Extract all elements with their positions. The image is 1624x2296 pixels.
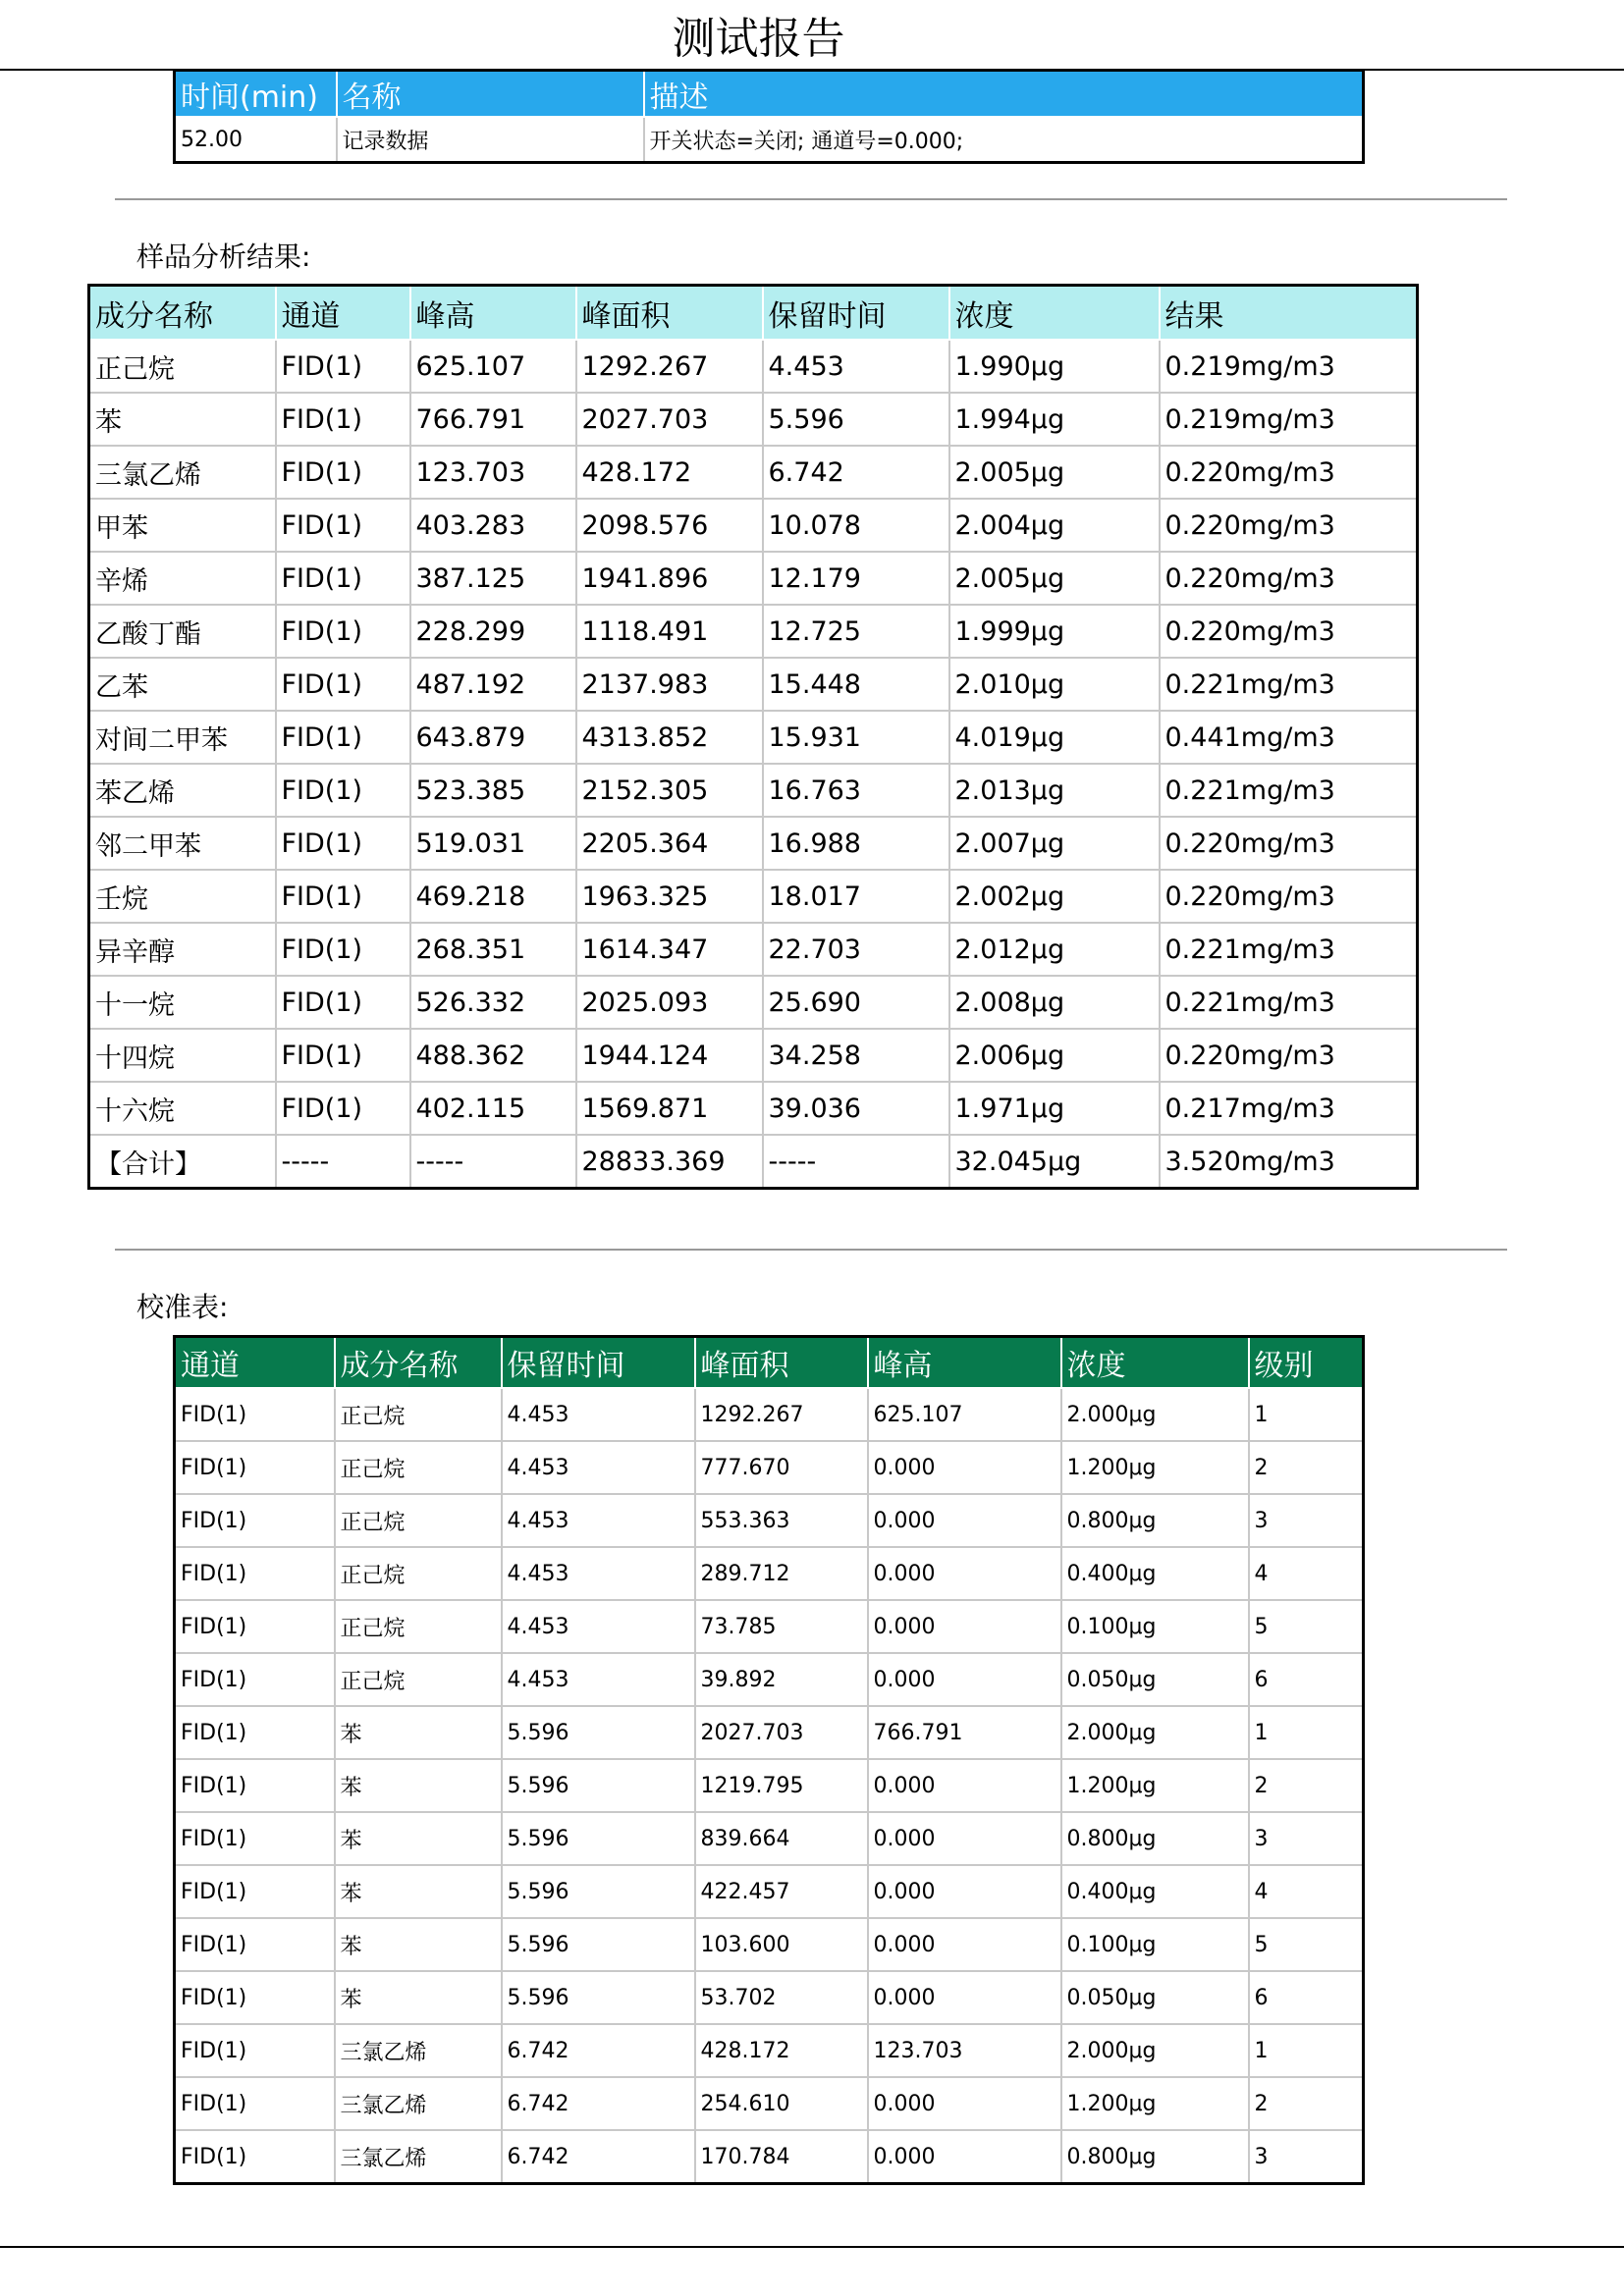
table-row [175,1759,1364,1812]
table-cell: 170.784 [695,2130,868,2184]
table-cell: 正己烷 [89,340,276,393]
table-cell: 39.036 [763,1082,949,1135]
table-cell: 2 [1249,1441,1364,1494]
table-cell: 5.596 [502,1759,695,1812]
column-header: 峰高 [410,286,576,341]
table-cell: 519.031 [410,817,576,870]
table-cell: FID(1) [276,764,410,817]
table-cell: 苯 [335,1812,502,1865]
table-row [175,1547,1364,1600]
table-cell: 839.664 [695,1812,868,1865]
table-cell: 甲苯 [89,499,276,552]
table-cell: ----- [276,1135,410,1189]
table-cell: 0.221mg/m3 [1160,923,1418,976]
table-cell: 1.971μg [949,1082,1160,1135]
table-cell: 2152.305 [576,764,763,817]
table-cell: 32.045μg [949,1135,1160,1189]
table-cell: 0.220mg/m3 [1160,605,1418,658]
table-cell: 428.172 [695,2024,868,2077]
table-cell: 0.000 [868,1759,1061,1812]
table-cell: 6.742 [502,2130,695,2184]
column-header: 浓度 [949,286,1160,341]
table-cell: 0.000 [868,1653,1061,1706]
table-cell: FID(1) [175,1706,335,1759]
table-cell: 2.000μg [1061,2024,1249,2077]
page-title: 测试报告 [672,14,845,64]
table-cell: 5.596 [502,1971,695,2024]
table-cell: 5 [1249,1918,1364,1971]
table-cell: 4.453 [502,1600,695,1653]
table-cell: FID(1) [175,2024,335,2077]
table-row [89,499,1418,552]
table-cell: 28833.369 [576,1135,763,1189]
table-cell: FID(1) [175,1600,335,1653]
column-header: 浓度 [1061,1337,1249,1389]
table-cell: 6.742 [763,446,949,499]
table-cell: 2.002μg [949,870,1160,923]
table-header-row [89,286,1418,341]
table-cell: 123.703 [868,2024,1061,2077]
table-cell: FID(1) [276,711,410,764]
table-cell: 苯 [335,1918,502,1971]
table-cell: 0.050μg [1061,1653,1249,1706]
table-cell: 526.332 [410,976,576,1029]
table-cell: 0.800μg [1061,1812,1249,1865]
table-cell: 123.703 [410,446,576,499]
table-cell: 1944.124 [576,1029,763,1082]
column-header: 通道 [175,1337,335,1389]
table-cell: 1.999μg [949,605,1160,658]
table-cell: 5.596 [763,393,949,446]
table-cell: 苯 [335,1759,502,1812]
table-cell: 0.800μg [1061,1494,1249,1547]
table-cell: 0.221mg/m3 [1160,976,1418,1029]
table-row [175,2130,1364,2184]
table-header-row [175,71,1364,118]
table-cell: 1.200μg [1061,2077,1249,2130]
table-cell: 正己烷 [335,1653,502,1706]
table-cell: 5.596 [502,1706,695,1759]
table-cell: 268.351 [410,923,576,976]
column-header: 成分名称 [89,286,276,341]
table-cell: FID(1) [276,976,410,1029]
table-cell: 0.000 [868,1600,1061,1653]
column-header: 峰面积 [695,1337,868,1389]
table-row [175,1653,1364,1706]
table-cell: 1.200μg [1061,1759,1249,1812]
table-cell: 2.000μg [1061,1706,1249,1759]
table-cell: 对间二甲苯 [89,711,276,764]
section-divider [115,1249,1507,1251]
table-cell: 0.000 [868,2130,1061,2184]
table-cell: 523.385 [410,764,576,817]
table-cell: 开关状态=关闭; 通道号=0.000; [644,117,1364,163]
table-row [89,870,1418,923]
table-cell: 2 [1249,1759,1364,1812]
table-row [89,605,1418,658]
table-cell: 34.258 [763,1029,949,1082]
table-row [89,446,1418,499]
table-cell: 4.453 [763,340,949,393]
table-cell: 苯 [335,1706,502,1759]
table-row [89,817,1418,870]
table-cell: 5.596 [502,1918,695,1971]
table-cell: 0.220mg/m3 [1160,817,1418,870]
table-cell: 辛烯 [89,552,276,605]
table-row [175,1388,1364,1441]
table-cell: 6 [1249,1653,1364,1706]
table-cell: 6.742 [502,2024,695,2077]
table-cell: 4313.852 [576,711,763,764]
table-cell: 1569.871 [576,1082,763,1135]
table-cell: 22.703 [763,923,949,976]
table-row [175,117,1364,163]
table-cell: 0.221mg/m3 [1160,658,1418,711]
table-cell: 625.107 [868,1388,1061,1441]
table-cell: 4.453 [502,1494,695,1547]
table-cell: 2.005μg [949,446,1160,499]
table-cell: 2027.703 [695,1706,868,1759]
table-cell: 5 [1249,1600,1364,1653]
table-cell: 487.192 [410,658,576,711]
table-row [89,1082,1418,1135]
table-cell: FID(1) [276,1029,410,1082]
table-cell: 正己烷 [335,1547,502,1600]
table-cell: 三氯乙烯 [89,446,276,499]
table-cell: FID(1) [276,340,410,393]
table-cell: 1614.347 [576,923,763,976]
footer-rule [0,2246,1624,2248]
table-cell: 苯 [335,1971,502,2024]
table-cell: FID(1) [175,1494,335,1547]
column-header: 保留时间 [763,286,949,341]
table-cell: 0.220mg/m3 [1160,870,1418,923]
table-cell: 1 [1249,2024,1364,2077]
table-cell: 254.610 [695,2077,868,2130]
table-header-row [175,1337,1364,1389]
table-cell: 25.690 [763,976,949,1029]
table-cell: FID(1) [276,817,410,870]
column-header: 峰高 [868,1337,1061,1389]
table-cell: 5.596 [502,1865,695,1918]
table-cell: 16.763 [763,764,949,817]
table-cell: FID(1) [276,499,410,552]
column-header: 峰面积 [576,286,763,341]
table-cell: 52.00 [175,117,337,163]
table-cell: 0.441mg/m3 [1160,711,1418,764]
table-row [175,1812,1364,1865]
table-cell: 2098.576 [576,499,763,552]
table-cell: 1 [1249,1706,1364,1759]
column-header: 结果 [1160,286,1418,341]
table-cell: 0.000 [868,1918,1061,1971]
table-cell: FID(1) [276,923,410,976]
table-cell: FID(1) [276,446,410,499]
table-cell: 2027.703 [576,393,763,446]
table-cell: 0.221mg/m3 [1160,764,1418,817]
table-cell: 十一烷 [89,976,276,1029]
table-cell: 1963.325 [576,870,763,923]
table-cell: 3 [1249,1812,1364,1865]
table-cell: 428.172 [576,446,763,499]
table-cell: 4.453 [502,1547,695,1600]
table-row [175,1706,1364,1759]
table-cell: 4.019μg [949,711,1160,764]
table-cell: 1941.896 [576,552,763,605]
table-cell: 0.220mg/m3 [1160,1029,1418,1082]
table-cell: 0.220mg/m3 [1160,499,1418,552]
table-cell: 766.791 [868,1706,1061,1759]
table-cell: 0.220mg/m3 [1160,552,1418,605]
table-cell: 0.050μg [1061,1971,1249,2024]
column-header: 名称 [337,71,644,118]
table-cell: 0.217mg/m3 [1160,1082,1418,1135]
table-row [89,1029,1418,1082]
table-cell: 766.791 [410,393,576,446]
table-row [89,764,1418,817]
section-divider [115,198,1507,200]
table-cell: 0.000 [868,1971,1061,2024]
table-cell: 1 [1249,1388,1364,1441]
table-cell: 6.742 [502,2077,695,2130]
column-header: 时间(min) [175,71,337,118]
table-cell: 正己烷 [335,1388,502,1441]
table-cell: 2.013μg [949,764,1160,817]
event-log-table [173,69,1365,164]
table-cell: FID(1) [276,658,410,711]
column-header: 级别 [1249,1337,1364,1389]
table-row [89,658,1418,711]
table-cell: 15.448 [763,658,949,711]
table-cell: FID(1) [276,1082,410,1135]
table-cell: FID(1) [175,2130,335,2184]
table-row [89,976,1418,1029]
sample-results-table [87,284,1419,1190]
table-row [89,552,1418,605]
table-cell: FID(1) [175,1759,335,1812]
table-cell: 苯 [89,393,276,446]
column-header: 描述 [644,71,1364,118]
table-cell: 488.362 [410,1029,576,1082]
calibration-table [173,1335,1365,2185]
table-cell: 403.283 [410,499,576,552]
table-cell: 643.879 [410,711,576,764]
table-cell: ----- [763,1135,949,1189]
table-cell: 469.218 [410,870,576,923]
table-cell: 15.931 [763,711,949,764]
table-cell: FID(1) [276,552,410,605]
table-cell: 0.000 [868,1441,1061,1494]
column-header: 通道 [276,286,410,341]
table-row [89,711,1418,764]
table-cell: 3.520mg/m3 [1160,1135,1418,1189]
table-row [175,1441,1364,1494]
table-cell: FID(1) [175,1388,335,1441]
table-row [89,340,1418,393]
column-header: 成分名称 [335,1337,502,1389]
table-row [175,1494,1364,1547]
table-cell: 289.712 [695,1547,868,1600]
table-cell: 553.363 [695,1494,868,1547]
table-cell: 2.012μg [949,923,1160,976]
table-cell: 0.400μg [1061,1547,1249,1600]
table-row [89,1135,1418,1189]
table-cell: 乙酸丁酯 [89,605,276,658]
table-cell: 402.115 [410,1082,576,1135]
table-cell: 4 [1249,1865,1364,1918]
table-row [175,1865,1364,1918]
table-cell: 10.078 [763,499,949,552]
column-header: 保留时间 [502,1337,695,1389]
table-cell: 0.220mg/m3 [1160,446,1418,499]
table-cell: 103.600 [695,1918,868,1971]
table-cell: 2.005μg [949,552,1160,605]
table-cell: 39.892 [695,1653,868,1706]
table-cell: 0.219mg/m3 [1160,393,1418,446]
table-cell: 18.017 [763,870,949,923]
table-cell: 422.457 [695,1865,868,1918]
table-cell: FID(1) [276,605,410,658]
table-cell: ----- [410,1135,576,1189]
table-cell: FID(1) [175,2077,335,2130]
table-cell: 【合计】 [89,1135,276,1189]
table-cell: 壬烷 [89,870,276,923]
table-cell: 1118.491 [576,605,763,658]
table-row [175,1918,1364,1971]
table-cell: 苯乙烯 [89,764,276,817]
table-cell: 1292.267 [695,1388,868,1441]
table-cell: 2.004μg [949,499,1160,552]
table-cell: 2.007μg [949,817,1160,870]
table-cell: 0.000 [868,2077,1061,2130]
results-section-label: 样品分析结果: [136,240,311,273]
table-cell: FID(1) [175,1441,335,1494]
table-cell: 12.179 [763,552,949,605]
table-cell: 2 [1249,2077,1364,2130]
calibration-section-label: 校准表: [136,1291,229,1323]
table-cell: 正己烷 [335,1600,502,1653]
table-cell: 16.988 [763,817,949,870]
table-cell: 1.994μg [949,393,1160,446]
table-cell: 1292.267 [576,340,763,393]
table-row [175,2077,1364,2130]
table-cell: 2025.093 [576,976,763,1029]
table-cell: 十四烷 [89,1029,276,1082]
table-cell: 228.299 [410,605,576,658]
table-cell: 2.010μg [949,658,1160,711]
table-cell: 0.400μg [1061,1865,1249,1918]
table-cell: 1.200μg [1061,1441,1249,1494]
table-cell: 2137.983 [576,658,763,711]
table-cell: 0.100μg [1061,1600,1249,1653]
table-cell: 53.702 [695,1971,868,2024]
table-cell: 625.107 [410,340,576,393]
table-cell: 3 [1249,1494,1364,1547]
table-cell: FID(1) [276,870,410,923]
table-row [175,1971,1364,2024]
table-cell: 3 [1249,2130,1364,2184]
table-row [175,1600,1364,1653]
table-cell: 乙苯 [89,658,276,711]
table-cell: 387.125 [410,552,576,605]
table-cell: 三氯乙烯 [335,2077,502,2130]
table-cell: FID(1) [175,1971,335,2024]
table-cell: FID(1) [175,1547,335,1600]
table-cell: 0.000 [868,1494,1061,1547]
table-cell: 1219.795 [695,1759,868,1812]
table-cell: 777.670 [695,1441,868,1494]
table-cell: 1.990μg [949,340,1160,393]
table-cell: 12.725 [763,605,949,658]
table-cell: 2.008μg [949,976,1160,1029]
table-cell: 2.006μg [949,1029,1160,1082]
table-cell: 2205.364 [576,817,763,870]
table-cell: 6 [1249,1971,1364,2024]
table-row [175,2024,1364,2077]
table-cell: 十六烷 [89,1082,276,1135]
table-cell: 三氯乙烯 [335,2130,502,2184]
table-cell: FID(1) [175,1812,335,1865]
table-cell: FID(1) [175,1653,335,1706]
table-cell: 0.800μg [1061,2130,1249,2184]
table-cell: 4.453 [502,1441,695,1494]
table-row [89,393,1418,446]
table-cell: 0.000 [868,1865,1061,1918]
table-cell: 0.000 [868,1812,1061,1865]
table-cell: 苯 [335,1865,502,1918]
table-cell: 正己烷 [335,1494,502,1547]
table-cell: 正己烷 [335,1441,502,1494]
table-cell: 4.453 [502,1653,695,1706]
table-cell: FID(1) [276,393,410,446]
table-cell: 73.785 [695,1600,868,1653]
table-cell: 记录数据 [337,117,644,163]
table-cell: 4.453 [502,1388,695,1441]
table-cell: 异辛醇 [89,923,276,976]
table-cell: 4 [1249,1547,1364,1600]
table-cell: 0.219mg/m3 [1160,340,1418,393]
table-cell: FID(1) [175,1918,335,1971]
table-cell: FID(1) [175,1865,335,1918]
table-cell: 5.596 [502,1812,695,1865]
table-cell: 0.000 [868,1547,1061,1600]
table-cell: 三氯乙烯 [335,2024,502,2077]
table-cell: 邻二甲苯 [89,817,276,870]
table-cell: 2.000μg [1061,1388,1249,1441]
table-cell: 0.100μg [1061,1918,1249,1971]
table-row [89,923,1418,976]
